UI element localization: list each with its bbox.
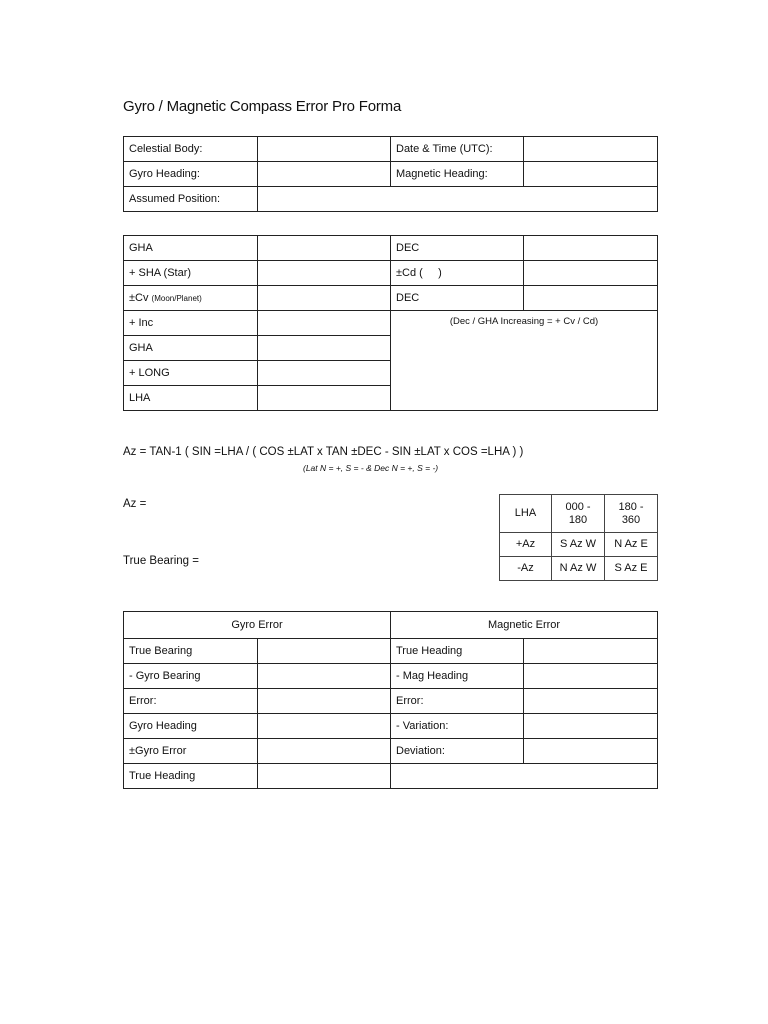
gyro-error-result-label: Error: [124, 689, 258, 714]
true-bearing-row-label: True Bearing [124, 639, 258, 664]
long-label: + LONG [124, 361, 258, 386]
variation-field[interactable] [524, 714, 658, 739]
cd-field[interactable] [524, 261, 658, 286]
true-heading-label: True Heading [124, 764, 258, 789]
gyro-heading-field[interactable] [258, 162, 391, 187]
gha-field[interactable] [258, 236, 391, 261]
gyro-heading-row-label: Gyro Heading [124, 714, 258, 739]
assumed-position-label: Assumed Position: [124, 187, 258, 212]
lha-label: LHA [124, 386, 258, 411]
dec2-field[interactable] [524, 286, 658, 311]
s-az-w: S Az W [552, 533, 605, 557]
formula-sign-note: (Lat N = +, S = - & Dec N = +, S = -) [303, 463, 439, 473]
gyro-error-result-field[interactable] [258, 689, 391, 714]
true-bearing-field[interactable] [258, 639, 391, 664]
mag-heading-field[interactable] [524, 664, 658, 689]
cv-text: ±Cv [129, 292, 149, 304]
sha-label: + SHA (Star) [124, 261, 258, 286]
az-label: Az = [123, 498, 147, 510]
gyro-error-header: Gyro Error [124, 612, 391, 639]
range2-bottom: 360 [621, 513, 641, 526]
true-bearing-label: True Bearing = [123, 555, 199, 567]
inc-field[interactable] [258, 311, 391, 336]
range2-top: 180 - [618, 500, 644, 513]
gha2-label: GHA [124, 336, 258, 361]
range-180-360 [605, 495, 658, 533]
gha2-field[interactable] [258, 336, 391, 361]
lha-field[interactable] [258, 386, 391, 411]
dec2-label: DEC [391, 286, 524, 311]
dec-field[interactable] [524, 236, 658, 261]
s-az-e: S Az E [605, 557, 658, 581]
deviation-label: Deviation: [391, 739, 524, 764]
magnetic-heading-field[interactable] [524, 162, 658, 187]
gha-label: GHA [124, 236, 258, 261]
empty-cell [391, 764, 658, 789]
increasing-note: (Dec / GHA Increasing = + Cv / Cd) [391, 311, 658, 411]
dec-label: DEC [391, 236, 524, 261]
magnetic-error-header: Magnetic Error [391, 612, 658, 639]
cv-label [124, 286, 258, 311]
gyro-error-pm-label: ±Gyro Error [124, 739, 258, 764]
mag-error-result-field[interactable] [524, 689, 658, 714]
gyro-heading-row-field[interactable] [258, 714, 391, 739]
date-time-field[interactable] [524, 137, 658, 162]
gyro-error-pm-field[interactable] [258, 739, 391, 764]
gyro-bearing-field[interactable] [258, 664, 391, 689]
azimuth-formula: Az = TAN-1 ( SIN =LHA / ( COS ±LAT x TAN ±DEC - SIN ±LAT x COS =LHA ) ) [123, 446, 524, 458]
magnetic-heading-label: Magnetic Heading: [391, 162, 524, 187]
range1-bottom: 180 [568, 513, 588, 526]
n-az-w: N Az W [552, 557, 605, 581]
mag-heading-label: - Mag Heading [391, 664, 524, 689]
page-title: Gyro / Magnetic Compass Error Pro Forma [123, 98, 402, 115]
long-field[interactable] [258, 361, 391, 386]
cd-label: ±Cd ( ) [391, 261, 524, 286]
deviation-field[interactable] [524, 739, 658, 764]
range-000-180 [552, 495, 605, 533]
cv-field[interactable] [258, 286, 391, 311]
lha-quadrant-table [499, 494, 658, 581]
n-az-e: N Az E [605, 533, 658, 557]
true-heading-mag-field[interactable] [524, 639, 658, 664]
range1-top: 000 - [565, 500, 591, 513]
lha-header: LHA [500, 495, 552, 533]
true-heading-mag-label: True Heading [391, 639, 524, 664]
true-heading-field[interactable] [258, 764, 391, 789]
variation-label: - Variation: [391, 714, 524, 739]
mag-error-result-label: Error: [391, 689, 524, 714]
cv-note: (Moon/Planet) [151, 294, 202, 303]
sha-field[interactable] [258, 261, 391, 286]
plus-az: +Az [500, 533, 552, 557]
celestial-body-field[interactable] [258, 137, 391, 162]
inc-label: + Inc [124, 311, 258, 336]
minus-az: -Az [500, 557, 552, 581]
calculation-table [123, 235, 658, 411]
assumed-position-field[interactable] [258, 187, 658, 212]
error-table [123, 611, 658, 789]
gyro-bearing-label: - Gyro Bearing [124, 664, 258, 689]
gyro-heading-label: Gyro Heading: [124, 162, 258, 187]
header-table [123, 136, 658, 212]
celestial-body-label: Celestial Body: [124, 137, 258, 162]
date-time-label: Date & Time (UTC): [391, 137, 524, 162]
